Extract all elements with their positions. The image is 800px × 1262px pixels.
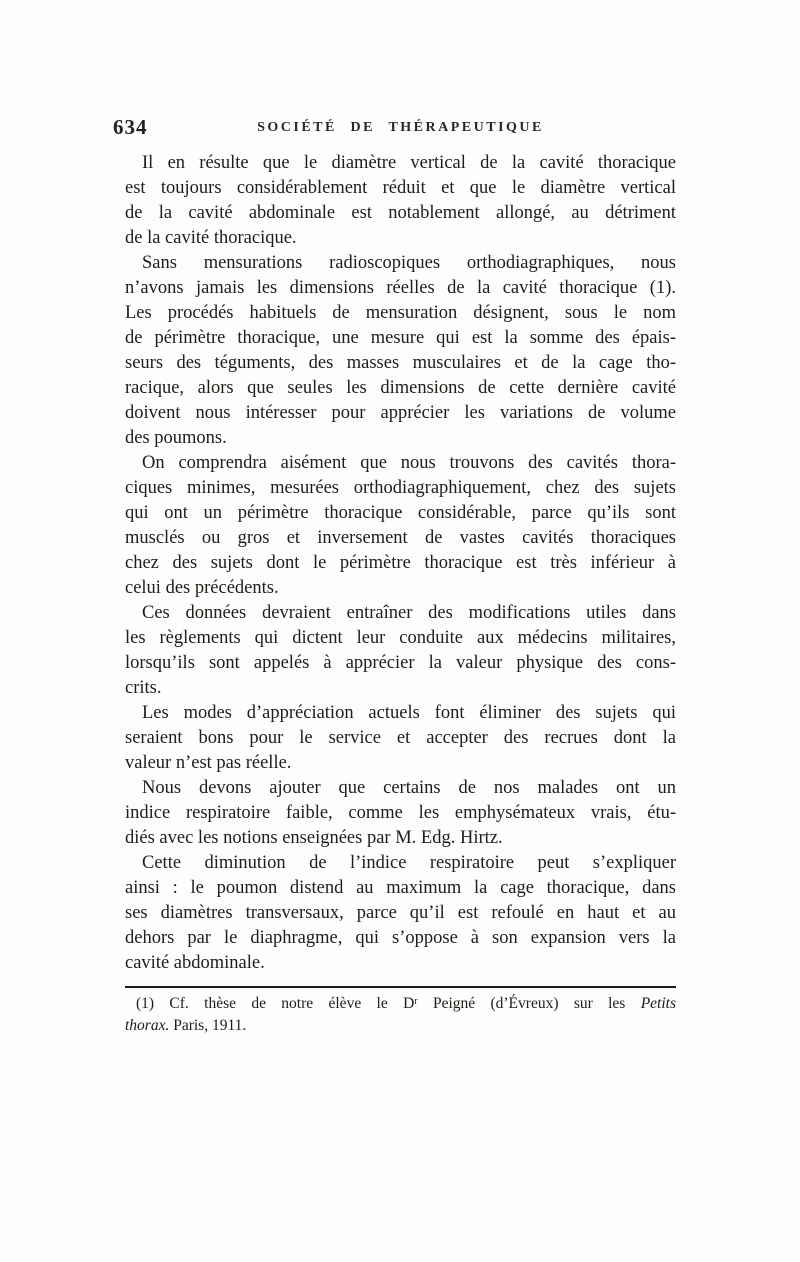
text-line: racique, alors que seules les dimensions de cette dernière cavité	[125, 378, 676, 398]
text-line: musclés ou gros et inversement de vastes cavités thoraciques	[125, 528, 676, 548]
footnote-line	[125, 994, 676, 1016]
text-line: qui ont un périmètre thoracique considérable, parce qu’ils sont	[125, 503, 676, 523]
text-line: seurs des téguments, des masses musculaires et de la cage tho-	[125, 353, 676, 373]
text-line: ciques minimes, mesurées orthodiagraphiquement, chez des sujets	[125, 478, 676, 498]
text-line: des poumons.	[125, 428, 227, 448]
text-line: Il en résulte que le diamètre vertical de la cavité thoracique	[142, 153, 676, 173]
text-line: seraient bons pour le service et accepter des recrues dont la	[125, 728, 676, 748]
text-line: Nous devons ajouter que certains de nos malades ont un	[142, 778, 676, 798]
text-line: celui des précédents.	[125, 578, 279, 598]
footnote-text: (1) Cf. thèse de notre élève le D	[136, 995, 415, 1012]
footnote-italic-title: thorax.	[125, 1017, 170, 1034]
paragraph	[125, 151, 676, 251]
text-line: de la cavité thoracique.	[125, 228, 297, 248]
text-line: Sans mensurations radioscopiques orthodiagraphiques, nous	[142, 253, 676, 273]
footnote-divider	[125, 986, 676, 988]
page-content	[113, 115, 676, 1036]
running-title: SOCIÉTÉ DE THÉRAPEUTIQUE	[257, 120, 544, 135]
text-line: de périmètre thoracique, une mesure qui est la somme des épais-	[125, 328, 676, 348]
text-line: lorsqu’ils sont appelés à apprécier la valeur physique des cons-	[125, 653, 676, 673]
footnote-text: Peigné (d’Évreux) sur les	[417, 995, 641, 1012]
text-line: diés avec les notions enseignées par M. Edg. Hirtz.	[125, 828, 503, 848]
superscript-r: r	[414, 995, 418, 1007]
text-line: valeur n’est pas réelle.	[125, 753, 292, 773]
text-line: On comprendra aisément que nous trouvons des cavités thora-	[142, 453, 676, 473]
text-line: ainsi : le poumon distend au maximum la cage thoracique, dans	[125, 878, 676, 898]
paragraph	[125, 601, 676, 701]
paragraph	[125, 701, 676, 776]
text-line: doivent nous intéresser pour apprécier les variations de volume	[125, 403, 676, 423]
footnote	[125, 994, 676, 1036]
text-line: Les procédés habituels de mensuration désignent, sous le nom	[125, 303, 676, 323]
running-header	[113, 115, 676, 139]
text-line: chez des sujets dont le périmètre thoracique est très inférieur à	[125, 553, 676, 573]
text-line: de la cavité abdominale est notablement allongé, au détriment	[125, 203, 676, 223]
text-line: Les modes d’appréciation actuels font éliminer des sujets qui	[142, 703, 676, 723]
paragraph	[125, 851, 676, 976]
footnote-text: Paris, 1911.	[169, 1017, 247, 1034]
paragraph	[125, 251, 676, 451]
text-line: les règlements qui dictent leur conduite aux médecins militaires,	[125, 628, 676, 648]
text-line: dehors par le diaphragme, qui s’oppose à son expansion vers la	[125, 928, 676, 948]
paragraph	[125, 451, 676, 601]
footnote-italic-title: Petits	[640, 995, 676, 1012]
text-line: indice respiratoire faible, comme les emphysémateux vrais, étu-	[125, 803, 676, 823]
text-line: crits.	[125, 678, 162, 698]
text-line: cavité abdominale.	[125, 953, 265, 973]
text-line: ses diamètres transversaux, parce qu’il est refoulé en haut et au	[125, 903, 676, 923]
body-text	[125, 151, 676, 976]
page-number: 634	[113, 115, 148, 139]
paragraph	[125, 776, 676, 851]
text-line: n’avons jamais les dimensions réelles de la cavité thoracique (1).	[125, 278, 676, 298]
footnote-line	[125, 1016, 676, 1036]
text-line: Cette diminution de l’indice respiratoire peut s’expliquer	[142, 853, 676, 873]
text-line: Ces données devraient entraîner des modifications utiles dans	[142, 603, 676, 623]
text-line: est toujours considérablement réduit et que le diamètre vertical	[125, 178, 676, 198]
